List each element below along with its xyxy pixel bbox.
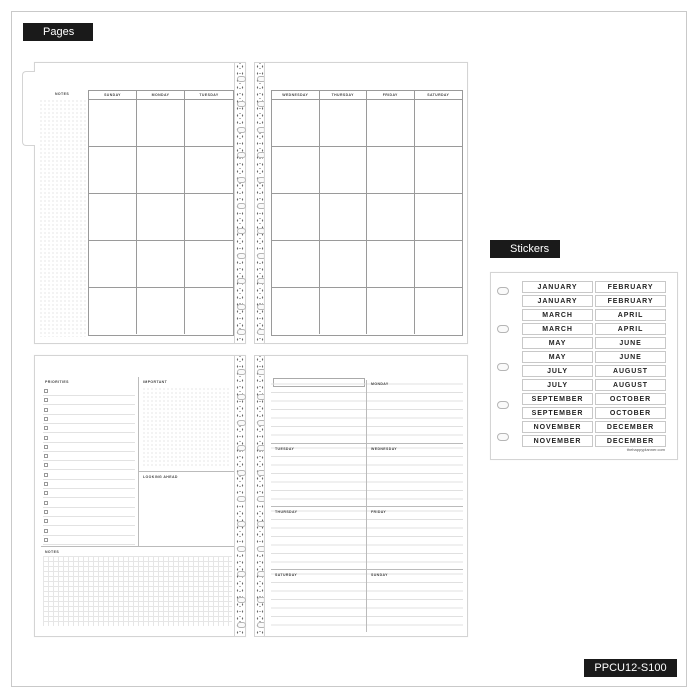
disc-ring-icon xyxy=(497,401,509,409)
month-sticker[interactable]: DECEMBER xyxy=(595,421,666,433)
important-dot-grid xyxy=(142,387,231,468)
checkbox[interactable] xyxy=(44,463,48,467)
calendar-cell xyxy=(137,240,185,287)
day-block-wednesday xyxy=(367,443,463,506)
looking-ahead-box xyxy=(138,472,234,546)
disc-ring-icon xyxy=(237,521,246,527)
calendar-cell xyxy=(137,287,185,334)
priority-checkbox-row xyxy=(43,452,135,461)
day-label-tuesday: TUESDAY xyxy=(275,447,295,451)
disc-ring-icon xyxy=(237,152,246,158)
calendar-cell xyxy=(89,193,137,240)
priority-checkbox-row xyxy=(43,480,135,489)
month-sticker[interactable]: MARCH xyxy=(522,323,593,335)
disc-ring-icon xyxy=(497,287,509,295)
disc-ring-icon xyxy=(237,546,246,552)
checkbox[interactable] xyxy=(44,454,48,458)
calendar-cell xyxy=(320,99,368,146)
month-sticker[interactable]: FEBRUARY xyxy=(595,281,666,293)
day-label-wednesday: WEDNESDAY xyxy=(371,447,398,451)
calendar-cell xyxy=(272,193,320,240)
month-sticker[interactable]: JULY xyxy=(522,365,593,377)
month-sticker[interactable]: MAY xyxy=(522,337,593,349)
month-sticker[interactable]: DECEMBER xyxy=(595,435,666,447)
sticker-row xyxy=(522,337,668,349)
month-sticker-grid xyxy=(522,281,668,449)
disc-ring-icon xyxy=(237,394,246,400)
page-tab xyxy=(22,71,35,146)
day-header-friday: FRIDAY xyxy=(367,91,415,99)
priority-checkbox-row xyxy=(43,527,135,536)
disc-ring-icon xyxy=(237,470,246,476)
day-header-sunday: SUNDAY xyxy=(89,91,137,99)
priority-checkbox-row xyxy=(43,499,135,508)
priority-checkbox-row xyxy=(43,415,135,424)
month-sticker[interactable]: MAY xyxy=(522,351,593,363)
checkbox[interactable] xyxy=(44,519,48,523)
sticker-row xyxy=(522,351,668,363)
priority-checkbox-row xyxy=(43,517,135,526)
day-block-friday xyxy=(367,506,463,569)
month-sticker[interactable]: APRIL xyxy=(595,323,666,335)
calendar-cell xyxy=(320,193,368,240)
checkbox[interactable] xyxy=(44,445,48,449)
month-sticker[interactable]: JANUARY xyxy=(522,281,593,293)
pages-label xyxy=(23,23,93,41)
month-sticker[interactable]: AUGUST xyxy=(595,379,666,391)
priority-checkbox-row xyxy=(43,387,135,396)
sticker-row xyxy=(522,281,668,293)
day-label-thursday: THURSDAY xyxy=(275,510,298,514)
disc-ring-icon xyxy=(497,325,509,333)
disc-ring-icon xyxy=(237,203,246,209)
sticker-row xyxy=(522,295,668,307)
sku-label xyxy=(584,659,677,677)
calendar-cell xyxy=(367,240,415,287)
month-sticker[interactable]: APRIL xyxy=(595,309,666,321)
checkbox[interactable] xyxy=(44,482,48,486)
disc-ring-icon xyxy=(237,127,246,133)
calendar-cell xyxy=(185,287,233,334)
calendar-cell xyxy=(185,240,233,287)
monthly-right-calendar xyxy=(271,90,463,336)
checkbox[interactable] xyxy=(44,398,48,402)
priority-checkbox-row xyxy=(43,536,135,545)
pages-label-text: Pages xyxy=(43,26,75,38)
month-sticker[interactable]: OCTOBER xyxy=(595,393,666,405)
sticker-row xyxy=(522,407,668,419)
monthly-left-calendar xyxy=(88,90,234,336)
day-label-sunday: SUNDAY xyxy=(371,573,388,577)
disc-ring-icon xyxy=(237,177,246,183)
checkbox[interactable] xyxy=(44,473,48,477)
calendar-cell xyxy=(367,193,415,240)
sticker-row xyxy=(522,323,668,335)
checkbox[interactable] xyxy=(44,510,48,514)
calendar-cell xyxy=(272,99,320,146)
disc-ring-icon xyxy=(237,597,246,603)
checkbox[interactable] xyxy=(44,529,48,533)
week-cover-cell xyxy=(271,380,367,443)
calendar-cell xyxy=(185,193,233,240)
weekly-notes-heading: NOTES xyxy=(45,550,60,554)
day-label-friday: FRIDAY xyxy=(371,510,387,514)
day-block-thursday xyxy=(271,506,367,569)
day-header-monday: MONDAY xyxy=(137,91,185,99)
calendar-cell xyxy=(367,99,415,146)
day-header-thursday: THURSDAY xyxy=(320,91,368,99)
checkbox[interactable] xyxy=(44,501,48,505)
priorities-checklist xyxy=(43,387,135,545)
disc-ring-icon xyxy=(237,304,246,310)
disc-ring-icon xyxy=(497,433,509,441)
important-box xyxy=(138,377,234,472)
priorities-heading: PRIORITIES xyxy=(45,380,69,384)
sticker-sheet xyxy=(490,272,678,460)
day-header-wednesday: WEDNESDAY xyxy=(272,91,320,99)
checkbox[interactable] xyxy=(44,436,48,440)
disc-ring-icon xyxy=(237,228,246,234)
disc-ring-icon xyxy=(237,76,246,82)
monthly-left-page xyxy=(34,62,246,344)
priority-checkbox-row xyxy=(43,489,135,498)
calendar-cell xyxy=(415,287,463,334)
month-sticker[interactable]: AUGUST xyxy=(595,365,666,377)
month-sticker[interactable]: NOVEMBER xyxy=(522,435,593,447)
checkbox[interactable] xyxy=(44,408,48,412)
calendar-cell xyxy=(367,287,415,334)
day-label-saturday: SATURDAY xyxy=(275,573,298,577)
stickers-label xyxy=(490,240,560,258)
disc-ring-icon xyxy=(237,369,246,375)
month-sticker[interactable]: OCTOBER xyxy=(595,407,666,419)
calendar-cell xyxy=(415,193,463,240)
day-block-tuesday xyxy=(271,443,367,506)
calendar-cell xyxy=(89,287,137,334)
month-sticker[interactable]: SEPTEMBER xyxy=(522,407,593,419)
stickers-label-text: Stickers xyxy=(510,243,550,255)
month-sticker[interactable]: SEPTEMBER xyxy=(522,393,593,405)
month-sticker[interactable]: JANUARY xyxy=(522,295,593,307)
calendar-cell xyxy=(272,146,320,193)
monthly-right-page xyxy=(264,62,468,344)
disc-ring-icon xyxy=(237,101,246,107)
day-label-monday: MONDAY xyxy=(371,382,389,386)
month-sticker[interactable]: MARCH xyxy=(522,309,593,321)
priority-checkbox-row xyxy=(43,471,135,480)
calendar-cell xyxy=(320,287,368,334)
day-header-saturday: SATURDAY xyxy=(427,93,450,97)
day-block-monday xyxy=(367,380,463,443)
checkbox[interactable] xyxy=(44,491,48,495)
calendar-cell xyxy=(89,146,137,193)
disc-ring-icon xyxy=(237,329,246,335)
checkbox[interactable] xyxy=(44,538,48,542)
weekly-left-page xyxy=(34,355,246,637)
calendar-cell xyxy=(89,99,137,146)
calendar-cell xyxy=(185,146,233,193)
sku-label-text: PPCU12-S100 xyxy=(594,662,667,674)
priority-checkbox-row xyxy=(43,443,135,452)
day-block-saturday xyxy=(271,569,367,632)
calendar-cell xyxy=(415,240,463,287)
disc-ring-icon xyxy=(237,571,246,577)
weekly-notes-grid xyxy=(43,556,232,626)
checkbox[interactable] xyxy=(44,417,48,421)
calendar-cell xyxy=(415,146,463,193)
month-sticker[interactable]: JUNE xyxy=(595,351,666,363)
calendar-cell xyxy=(185,99,233,146)
month-sticker[interactable]: NOVEMBER xyxy=(522,421,593,433)
calendar-cell xyxy=(89,240,137,287)
checkbox[interactable] xyxy=(44,426,48,430)
weekly-day-grid xyxy=(271,380,463,632)
looking-ahead-heading: LOOKING AHEAD xyxy=(143,475,178,479)
month-sticker[interactable]: JULY xyxy=(522,379,593,391)
weekly-right-page xyxy=(264,355,468,637)
day-header-tuesday: TUESDAY xyxy=(199,93,219,97)
calendar-cell xyxy=(137,99,185,146)
disc-ring-icon xyxy=(237,622,246,628)
disc-ring-icon xyxy=(497,363,509,371)
weekly-notes-box xyxy=(41,546,234,630)
notes-heading: NOTES xyxy=(55,92,70,96)
calendar-cell xyxy=(137,193,185,240)
sticker-row xyxy=(522,435,668,447)
important-heading: IMPORTANT xyxy=(143,380,168,384)
disc-ring-icon xyxy=(237,420,246,426)
month-sticker[interactable]: JUNE xyxy=(595,337,666,349)
calendar-cell xyxy=(272,240,320,287)
day-block-sunday xyxy=(367,569,463,632)
sticker-row xyxy=(522,379,668,391)
disc-ring-icon xyxy=(237,253,246,259)
priority-checkbox-row xyxy=(43,434,135,443)
sticker-row xyxy=(522,421,668,433)
checkbox[interactable] xyxy=(44,389,48,393)
calendar-cell xyxy=(320,240,368,287)
notes-dot-grid xyxy=(39,99,87,337)
calendar-cell xyxy=(272,287,320,334)
calendar-cell xyxy=(320,146,368,193)
priority-checkbox-row xyxy=(43,396,135,405)
priority-checkbox-row xyxy=(43,424,135,433)
sticker-row xyxy=(522,393,668,405)
calendar-cell xyxy=(367,146,415,193)
priority-checkbox-row xyxy=(43,461,135,470)
disc-ring-icon xyxy=(237,496,246,502)
disc-ring-icon xyxy=(237,445,246,451)
priority-checkbox-row xyxy=(43,406,135,415)
sticker-row xyxy=(522,365,668,377)
sticker-footer: thehappyplanner.com xyxy=(626,447,665,452)
calendar-cell xyxy=(137,146,185,193)
priority-checkbox-row xyxy=(43,508,135,517)
disc-ring-icon xyxy=(237,278,246,284)
sticker-row xyxy=(522,309,668,321)
month-sticker[interactable]: FEBRUARY xyxy=(595,295,666,307)
calendar-cell xyxy=(415,99,463,146)
